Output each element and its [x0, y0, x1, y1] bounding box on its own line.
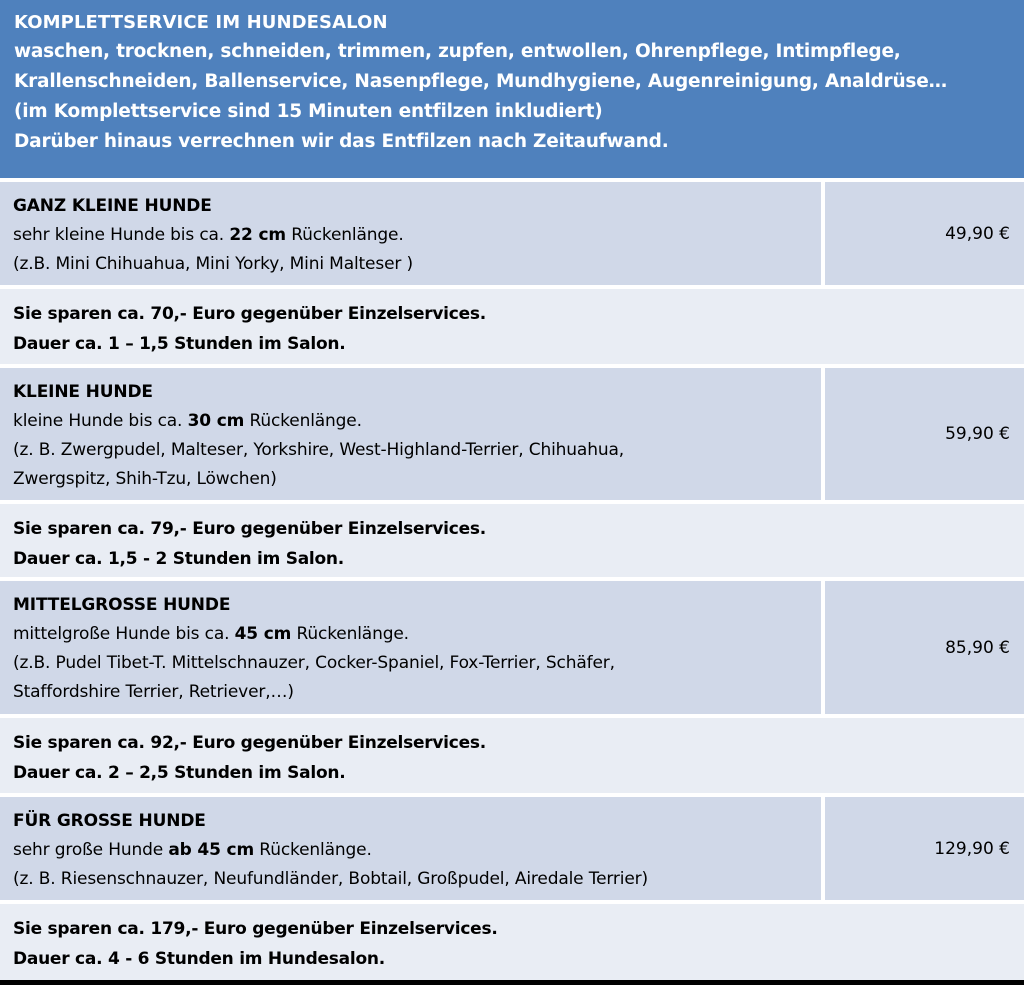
bottom-border [0, 980, 1024, 985]
service-row-small [0, 368, 1024, 500]
service-size: kleine Hunde bis ca. 30 cm Rückenlänge. [13, 411, 362, 431]
service-price: 85,90 € [945, 637, 1010, 658]
savings-row-very-small [0, 289, 1024, 364]
savings-row-large [0, 904, 1024, 980]
table-header [0, 0, 1024, 178]
service-row-very-small [0, 182, 1024, 285]
service-examples: (z.B. Pudel Tibet-T. Mittelschnauzer, Cocker-Spaniel, Fox-Terrier, Schäfer, [13, 653, 615, 673]
service-title: FÜR GROSSE HUNDE [13, 811, 206, 831]
service-description [0, 581, 821, 714]
service-row-large [0, 797, 1024, 900]
header-line-services-2: Krallenschneiden, Ballenservice, Nasenpflege, Mundhygiene, Augenreinigung, Analdrüse… [14, 71, 947, 92]
service-size: mittelgroße Hunde bis ca. 45 cm Rückenlänge. [13, 624, 409, 644]
savings-text: Sie sparen ca. 179,- Euro gegenüber Einzelservices. [13, 919, 498, 939]
service-size: sehr kleine Hunde bis ca. 22 cm Rückenlänge. [13, 225, 404, 245]
savings-note [0, 904, 1024, 974]
duration-text: Dauer ca. 2 – 2,5 Stunden im Salon. [13, 763, 346, 783]
duration-text: Dauer ca. 1,5 - 2 Stunden im Salon. [13, 549, 344, 569]
service-examples: (z.B. Mini Chihuahua, Mini Yorky, Mini Malteser ) [13, 254, 413, 274]
service-title: MITTELGROSSE HUNDE [13, 595, 231, 615]
service-title: GANZ KLEINE HUNDE [13, 196, 212, 216]
service-examples: (z. B. Riesenschnauzer, Neufundländer, Bobtail, Großpudel, Airedale Terrier) [13, 869, 648, 889]
service-examples-cont: Zwergspitz, Shih-Tzu, Löwchen) [13, 469, 277, 489]
savings-row-small [0, 504, 1024, 577]
savings-row-medium [0, 718, 1024, 793]
service-examples: (z. B. Zwergpudel, Malteser, Yorkshire, West-Highland-Terrier, Chihuahua, [13, 440, 624, 460]
savings-text: Sie sparen ca. 79,- Euro gegenüber Einzelservices. [13, 519, 486, 539]
savings-text: Sie sparen ca. 92,- Euro gegenüber Einzelservices. [13, 733, 486, 753]
service-size: sehr große Hunde ab 45 cm Rückenlänge. [13, 840, 372, 860]
service-price: 59,90 € [945, 424, 1010, 444]
savings-text: Sie sparen ca. 70,- Euro gegenüber Einzelservices. [13, 304, 486, 324]
savings-note [0, 718, 1024, 788]
header-line-included: (im Komplettservice sind 15 Minuten entfilzen inkludiert) [14, 101, 603, 122]
duration-text: Dauer ca. 4 - 6 Stunden im Hundesalon. [13, 949, 385, 969]
header-line-extra: Darüber hinaus verrechnen wir das Entfilzen nach Zeitaufwand. [14, 131, 669, 152]
service-row-medium [0, 581, 1024, 714]
service-price: 49,90 € [945, 223, 1010, 244]
service-description [0, 182, 821, 285]
header-title: KOMPLETTSERVICE IM HUNDESALON [14, 12, 388, 33]
duration-text: Dauer ca. 1 – 1,5 Stunden im Salon. [13, 334, 346, 354]
service-examples-cont: Staffordshire Terrier, Retriever,…) [13, 682, 294, 702]
savings-note [0, 289, 1024, 359]
savings-note [0, 504, 1024, 574]
service-description [0, 368, 821, 500]
service-title: KLEINE HUNDE [13, 382, 153, 402]
service-description [0, 797, 821, 900]
header-line-services: waschen, trocknen, schneiden, trimmen, zupfen, entwollen, Ohrenpflege, Intimpflege, [14, 41, 901, 62]
service-price: 129,90 € [934, 838, 1010, 859]
